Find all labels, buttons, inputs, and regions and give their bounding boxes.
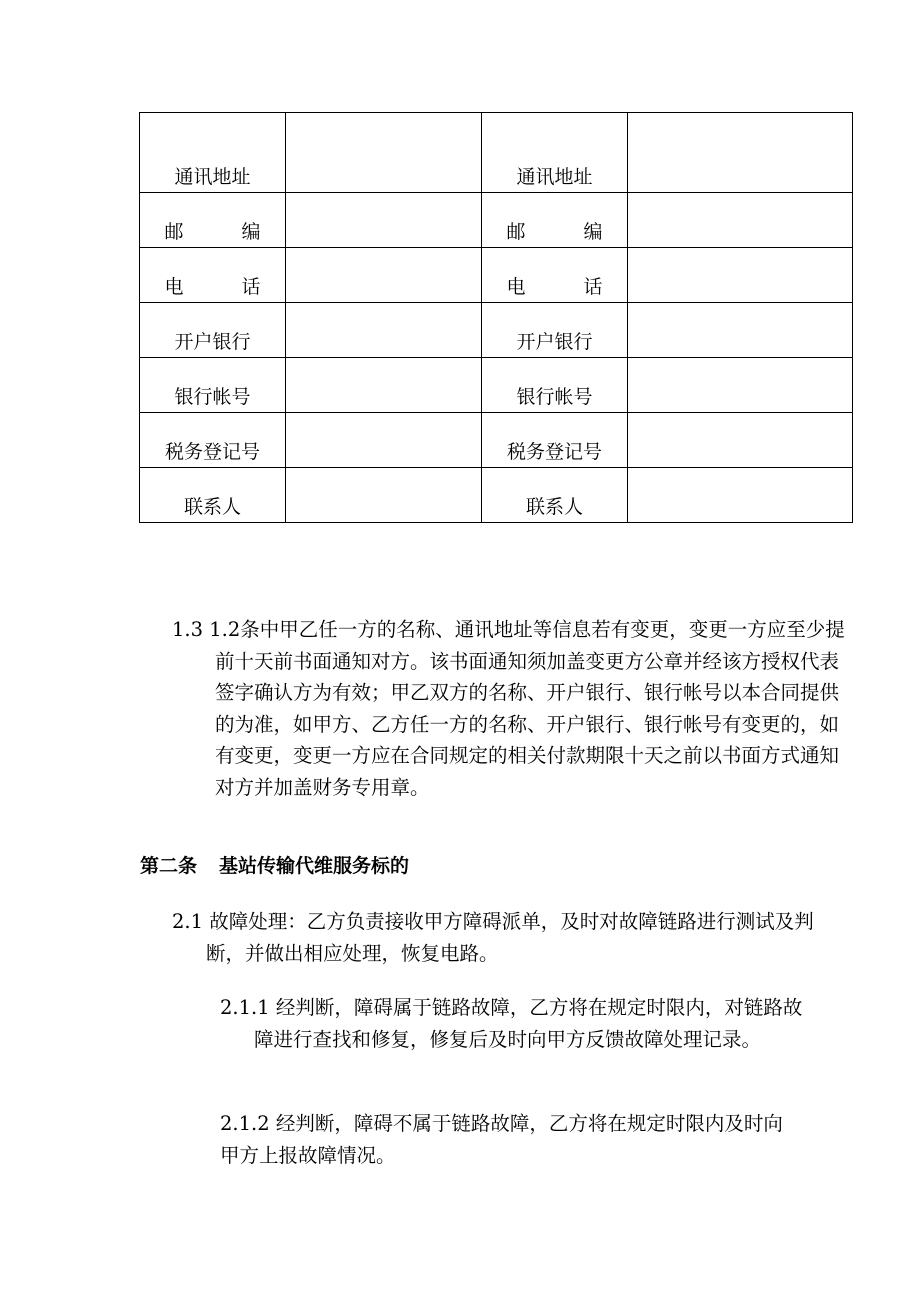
field-label: 开户银行 — [174, 331, 251, 353]
article-2-heading — [140, 851, 409, 883]
party-a-label-cell — [140, 193, 286, 248]
field-label: 银行帐号 — [516, 386, 593, 408]
party-b-value-cell — [628, 413, 853, 468]
party-a-value-cell — [286, 303, 482, 358]
party-b-value-cell — [628, 248, 853, 303]
party-a-label-cell — [140, 303, 286, 358]
party-b-value-cell — [628, 303, 853, 358]
party-b-label-cell — [482, 413, 628, 468]
table-row — [140, 248, 853, 303]
table-row — [140, 193, 853, 248]
contact-info-table-body — [140, 113, 853, 523]
party-b-label-cell — [482, 358, 628, 413]
field-label: 通讯地址 — [516, 166, 593, 188]
party-a-label-cell — [140, 113, 286, 193]
party-a-value-cell — [286, 193, 482, 248]
party-b-label-cell — [482, 193, 628, 248]
field-label: 开户银行 — [516, 331, 593, 353]
clause-1-3: 1.3 1.2条中甲乙任一方的名称、通讯地址等信息若有变更，变更一方应至少提前十天前书面通知对方。该书面通知须加盖变更方公章并经该方授权代表签字确认方为有效；甲乙双方的名称、开户银行、银行帐号以本合同提供的为准，如甲方、乙方任一方的名称、开户银行、银行帐号有变更的，如有变更，变更一方应在合同规定的相关付款期限十天之前以书面方式通知对方并加盖财务专用章。 — [172, 618, 845, 799]
field-label: 联系人 — [525, 496, 583, 518]
party-b-value-cell — [628, 113, 853, 193]
party-a-value-cell — [286, 358, 482, 413]
party-b-value-cell — [628, 358, 853, 413]
field-label: 电话 — [506, 276, 603, 298]
field-label: 联系人 — [183, 496, 241, 518]
party-a-label-cell — [140, 413, 286, 468]
contact-info-table — [139, 112, 853, 523]
field-label: 电话 — [164, 276, 261, 298]
party-a-value-cell — [286, 113, 482, 193]
party-a-value-cell — [286, 413, 482, 468]
party-a-label-cell — [140, 468, 286, 523]
field-label: 税务登记号 — [506, 441, 602, 463]
table-row — [140, 358, 853, 413]
field-label: 邮编 — [506, 221, 603, 243]
party-a-value-cell — [286, 248, 482, 303]
party-b-label-cell — [482, 113, 628, 193]
clause-2-1-1: 2.1.1 经判断，障碍属于链路故障，乙方将在规定时限内，对链路故障进行查找和修复，修复后及时向甲方反馈故障处理记录。 — [220, 996, 803, 1051]
party-a-label-cell — [140, 248, 286, 303]
clause-2-1: 2.1 故障处理：乙方负责接收甲方障碍派单，及时对故障链路进行测试及判断，并做出相应处理，恢复电路。 — [172, 910, 814, 965]
party-a-label-cell — [140, 358, 286, 413]
article-number: 第二条 — [140, 855, 198, 877]
field-label: 通讯地址 — [174, 166, 251, 188]
party-b-label-cell — [482, 303, 628, 358]
table-row — [140, 303, 853, 358]
field-label: 邮编 — [164, 221, 261, 243]
party-b-value-cell — [628, 193, 853, 248]
party-b-label-cell — [482, 248, 628, 303]
table-row — [140, 468, 853, 523]
article-title: 基站传输代维服务标的 — [219, 855, 410, 877]
field-label: 税务登记号 — [164, 441, 260, 463]
clause-2-1-2: 2.1.2 经判断，障碍不属于链路故障，乙方将在规定时限内及时向甲方上报故障情况。 — [220, 1112, 783, 1167]
party-b-value-cell — [628, 468, 853, 523]
party-b-label-cell — [482, 468, 628, 523]
party-a-value-cell — [286, 468, 482, 523]
table-row — [140, 113, 853, 193]
field-label: 银行帐号 — [174, 386, 251, 408]
table-row — [140, 413, 853, 468]
